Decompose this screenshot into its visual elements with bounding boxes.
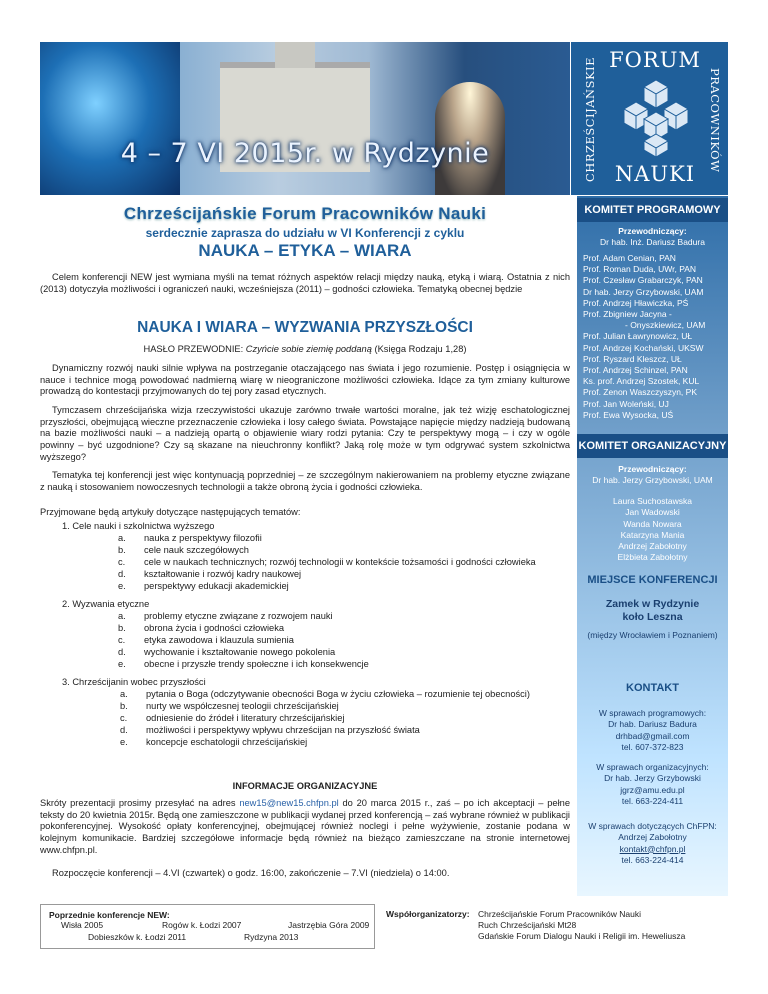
contact-heading: KONTAKT: [626, 682, 679, 694]
topic-item: [118, 623, 284, 635]
contact-email[interactable]: jgrz@amu.edu.pl: [620, 784, 685, 795]
program-chair-label: Przewodniczący:: [618, 226, 687, 236]
previous-conference: Wisła 2005: [61, 920, 104, 930]
banner-title: 4 – 7 VI 2015r. w Rydzynie: [120, 138, 490, 169]
motto-quote: Czyńcie sobie ziemię poddaną: [245, 344, 372, 354]
program-committee-list: [583, 253, 728, 421]
contact-name: Dr hab. Dariusz Badura: [608, 719, 697, 730]
topic-item-letter: e.: [118, 581, 126, 591]
topic-item-letter: e.: [120, 737, 128, 747]
contact-email-link[interactable]: [577, 844, 728, 855]
contact-phone: tel. 663-224-414: [621, 854, 684, 865]
contact-phone: tel. 663-224-411: [621, 795, 684, 806]
topic-item-text: odniesienie do źródeł i literatury chrześcijańskiej: [146, 713, 345, 723]
cube-cross-icon: [621, 78, 691, 158]
topic-item-text: nauka z perspektywy filozofii: [144, 533, 262, 543]
logo-bottom-text: NAUKI: [614, 162, 696, 186]
topic-item-text: obrona życia i godności człowieka: [144, 623, 285, 633]
topic-item: [120, 713, 344, 725]
topic-item-letter: d.: [118, 647, 126, 657]
contact-name: Andrzej Zabołotny: [618, 832, 687, 843]
topic-item: [120, 701, 339, 713]
topic-item: [118, 647, 335, 659]
topic-item: [118, 557, 536, 569]
committee-member: Prof. Zenon Waszczyszyn, PK: [583, 387, 697, 398]
committee-member: Prof. Roman Duda, UWr, PAN: [583, 264, 697, 275]
coorganizer: Ruch Chrześcijański Mt28: [478, 920, 577, 930]
topic-item: [118, 635, 294, 647]
committee-member: Prof. Adam Cenian, PAN: [583, 253, 676, 263]
submission-email-link[interactable]: new15@new15.chfpn.pl: [239, 798, 339, 808]
program-committee-heading: KOMITET PROGRAMOWY: [577, 198, 728, 222]
committee-member: - Onyszkiewicz, UAM: [625, 320, 706, 331]
topic-item-letter: c.: [120, 713, 128, 723]
contact-email[interactable]: drhbad@gmail.com: [615, 730, 690, 741]
committee-member: Laura Suchostawska: [613, 496, 692, 506]
venue-note: (między Wrocławiem i Poznaniem): [587, 630, 718, 640]
topic-heading: 2. Wyzwania etyczne: [62, 599, 150, 609]
topic-item: [120, 689, 530, 701]
committee-member: Elżbieta Zabołotny: [617, 552, 688, 563]
topic-heading: 1. Cele nauki i szkolnictwa wyższego: [62, 521, 215, 531]
topic-item-letter: c.: [118, 635, 126, 645]
conference-dates: Rozpoczęcie konferencji – 4.VI (czwartek) o godz. 16:00, zakończenie – 7.VI (niedziela) o 14:00.: [52, 868, 450, 878]
topic-item-text: problemy etyczne związane z rozwojem nauki: [144, 611, 333, 621]
committee-member: Prof. Andrzej Schinzel, PAN: [583, 365, 688, 376]
topic-item-letter: e.: [118, 659, 126, 669]
topic-item-text: pytania o Boga (odczytywanie obecności Boga w życiu człowieka – rozumienie tej obecności): [146, 689, 530, 699]
committee-member: Ks. prof. Andrzej Szostek, KUL: [583, 376, 700, 387]
topic-item: [120, 737, 307, 749]
topic-item: [118, 581, 289, 593]
topic-item: [120, 725, 420, 737]
forum-name-heading: Chrześcijańskie Forum Pracowników Nauki: [123, 204, 487, 223]
topic-item: [118, 659, 369, 671]
topic-item-text: nurty we współczesnej teologii chrześcijańskiej: [146, 701, 339, 711]
venue-heading: MIEJSCE KONFERENCJI: [587, 574, 718, 586]
contact-label: W sprawach programowych:: [598, 708, 707, 718]
committee-member: Prof. Czesław Grabarczyk, PAN: [583, 275, 703, 286]
contact-program: [577, 708, 728, 753]
cycle-heading: NAUKA – ETYKA – WIARA: [198, 241, 412, 260]
organizing-chair-label: Przewodniczący:: [618, 464, 687, 474]
previous-conference: Jastrzębia Góra 2009: [288, 920, 370, 930]
topic-item-letter: a.: [120, 689, 128, 699]
previous-conference: Rydzyna 2013: [244, 932, 299, 942]
committee-member: Prof. Ewa Wysocka, UŚ: [583, 409, 674, 420]
topic-item-text: kształtowanie i rozwój kadry naukowej: [144, 569, 302, 579]
motto-source: (Księga Rodzaju 1,28): [374, 344, 467, 354]
forum-logo: [571, 42, 728, 195]
info-heading: INFORMACJE ORGANIZACYJNE: [232, 781, 378, 791]
committee-member: Prof. Ryszard Kleszcz, UŁ: [583, 353, 682, 364]
invitation-text: serdecznie zaprasza do udziału w VI Konferencji z cyklu: [145, 226, 465, 240]
topic-item: [118, 569, 301, 581]
topic-item-letter: d.: [120, 725, 128, 735]
topic-heading: 3. Chrześcijanin wobec przyszłości: [62, 677, 206, 687]
topic-item-text: etyka zawodowa i klauzula sumienia: [144, 635, 294, 645]
committee-member: Prof. Andrzej Hławiczka, PŚ: [583, 297, 689, 308]
committee-member: Prof. Jan Woleński, UJ: [583, 398, 669, 409]
organizing-committee-heading: KOMITET ORGANIZACYJNY: [577, 434, 728, 458]
contact-phone: tel. 607-372-823: [621, 741, 684, 752]
coorganizers-label: Współorganizatorzy:: [386, 909, 470, 919]
topic-item-letter: d.: [118, 569, 126, 579]
committee-member: Prof. Andrzej Kochański, UKSW: [583, 342, 704, 353]
topic-item-text: perspektywy edukacji akademickiej: [144, 581, 289, 591]
committee-member: Wanda Nowara: [623, 518, 682, 529]
committee-member: Prof. Julian Ławrynowicz, UŁ: [583, 331, 693, 342]
lab-glassware-photo: [40, 42, 180, 195]
motto-label: HASŁO PRZEWODNIE:: [143, 344, 244, 354]
info-paragraph: [40, 798, 570, 857]
topic-item-text: koncepcje eschatologii chrześcijańskiej: [146, 737, 308, 747]
topic-item-text: wychowanie i kształtowanie nowego pokolenia: [144, 647, 336, 657]
topic-item-letter: b.: [118, 623, 126, 633]
topic-item-text: cele w naukach technicznych; rozwój technologii w kontekście tożsamości i godności człowieka: [144, 557, 536, 567]
banner-image: [40, 42, 570, 195]
contact-label: W sprawach dotyczących ChFPN:: [588, 821, 717, 831]
previous-conference: Dobieszków k. Łodzi 2011: [88, 932, 187, 942]
topic-item: [118, 611, 333, 623]
logo-right-text: PRACOWNIKÓW: [708, 67, 722, 173]
venue-place-line: koło Leszna: [622, 611, 683, 623]
coorganizer: Chrześcijańskie Forum Pracowników Nauki: [478, 909, 641, 919]
topic-item-letter: c.: [118, 557, 126, 567]
committee-member: Katarzyna Mania: [620, 529, 685, 540]
topic-item: [118, 533, 262, 545]
info-text-after: do 20 marca 2015 r., zaś – po ich akceptacji – pełne teksty do 20 kwietnia 2015r. Będą one zamieszczone w publikacji wydanej przed konferencją – zaś wybrane również w publikacji pokonferencyjnej. Wysokość opłaty konferencyjnej, obejmującej również noclegi i pełne wyżywienie, zostanie podana w kolejnym komunikacie. Bardziej szczegółowe informacje będą również na bieżąco zamieszczane na stronie internetowej www.chfpn.pl.: [40, 798, 570, 855]
paragraph: Tematyka tej konferencji jest więc kontynuacją poprzedniej – ze szczególnym nakierowaniem na problemy etyczne związane z nauką i stosowaniem nowoczesnych technologii a także obroną życia i godności człowieka.: [40, 470, 570, 492]
committee-member: Andrzej Zabołotny: [618, 541, 687, 552]
topic-item-text: obecne i przyszłe trendy społeczne i ich konsekwencje: [144, 659, 369, 669]
contact-label: W sprawach organizacyjnych:: [596, 762, 709, 772]
contact-chfpn: [577, 821, 728, 866]
topics-intro: Przyjmowane będą artykuły dotyczące następujących tematów:: [40, 507, 301, 517]
motto: [40, 344, 570, 354]
theme-heading: NAUKA I WIARA – WYZWANIA PRZYSZŁOŚCI: [137, 319, 473, 336]
previous-conference: Rogów k. Łodzi 2007: [162, 920, 242, 930]
info-text-before: Skróty prezentacji prosimy przesyłać na adres: [40, 798, 240, 808]
topic-item-text: możliwości i perspektywy wpływu chrześcijan na przyszłość świata: [146, 725, 420, 735]
organizing-committee-list: [577, 496, 728, 564]
topic-item-letter: b.: [118, 545, 126, 555]
coorganizer: Gdańskie Forum Dialogu Nauki i Religii im. Heweliusza: [478, 931, 686, 941]
topic-item-letter: b.: [120, 701, 128, 711]
topic-item-text: cele nauk szczegółowych: [144, 545, 249, 555]
committee-member: Jan Wadowski: [625, 507, 680, 518]
topic-item-letter: a.: [118, 611, 126, 621]
venue-place: [577, 598, 728, 624]
committee-member: Dr hab. Jerzy Grzybowski, UAM: [583, 286, 704, 297]
contact-email[interactable]: kontakt@chfpn.pl: [619, 843, 686, 854]
organizing-chair-name: Dr hab. Jerzy Grzybowski, UAM: [592, 475, 713, 485]
logo-top-text: FORUM: [609, 48, 701, 72]
paragraph: Tymczasem chrześcijańska wizja rzeczywistości ukazuje zarówno trwałe wartości moralne, jak też wizję eschatologicznej przyszłości, obejmującą wieczne przeznaczenie człowieka i losy całego świata. Powstające napięcie między nadzieją budowaną na bazie możliwości nauki – a nadzieją opartą o objawienie wiary rodzi pytania: Czy te perspektywy mogą – i czy w ogóle powinny – być uzgodnione? Czy są skazane na nieuchronny konflikt? Jaką rolę może w tym odgrywać system szkolnictwa wyższego?: [40, 405, 570, 462]
committee-member: Prof. Zbigniew Jacyna -: [583, 309, 672, 320]
venue-place-line: Zamek w Rydzynie: [605, 598, 700, 610]
contact-name: Dr hab. Jerzy Grzybowski: [604, 773, 701, 784]
topic-item: [118, 545, 249, 557]
contact-organizational: [577, 762, 728, 807]
previous-conferences-heading: Poprzednie konferencje NEW:: [49, 910, 170, 920]
topic-item-letter: a.: [118, 533, 126, 543]
coorganizers-list: [478, 909, 685, 942]
program-chair-name: Dr hab. Inż. Dariusz Badura: [600, 237, 705, 247]
paragraph: Dynamiczny rozwój nauki silnie wpływa na postrzeganie otaczającego nas świata i jego rozumienie. Postęp i osiągnięcia w nauce i technice mogą powodować nadmierną wiarę w nieograniczone możliwości człowieka. Idące za tym zmiany kulturowe prowadzą do kontestacji przyjmowanych do tej pory zasad etycznych.: [40, 363, 570, 397]
intro-paragraph: Celem konferencji NEW jest wymiana myśli na temat różnych aspektów relacji między nauką, etyką i wiarą. Ostatnia z nich (2013) dotyczyła możliwości i ograniczeń nauki, wcześniejsza (2011) – godności człowieka. Tematyką obecnej będzie: [40, 272, 570, 294]
logo-left-text: CHRZEŚCIJAŃSKIE: [583, 57, 597, 183]
sidebar: [577, 196, 728, 896]
